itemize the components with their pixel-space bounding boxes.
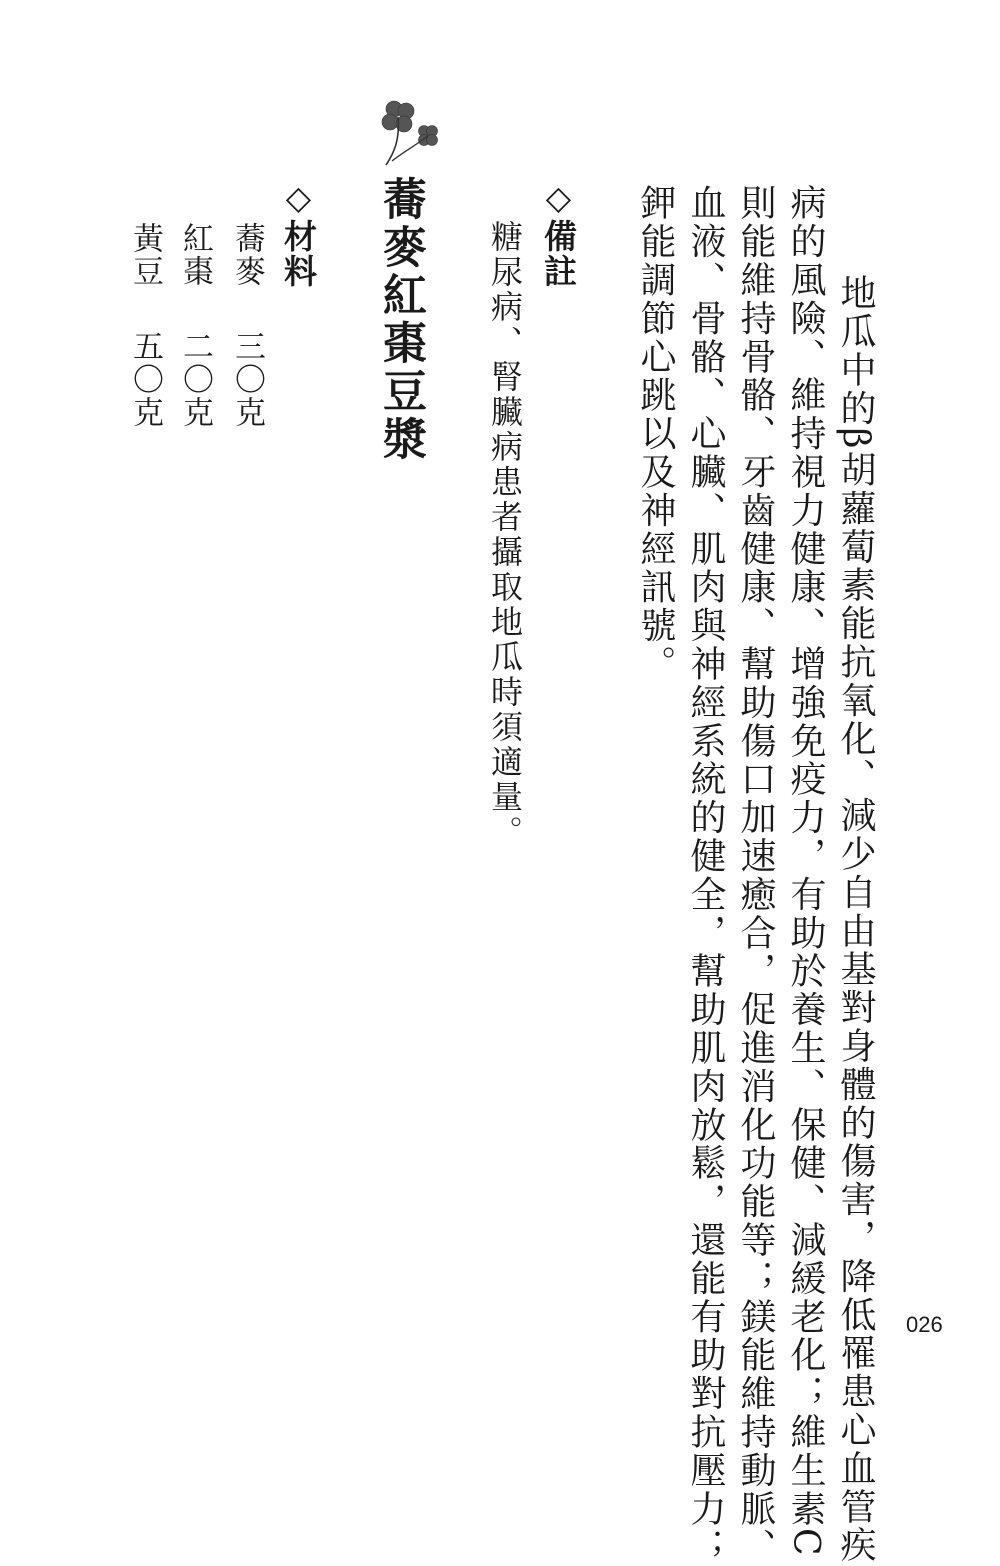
ingredient-amount: 三〇克 (229, 330, 265, 429)
ingredient-amount: 五〇克 (127, 330, 163, 429)
main-line: 鉀能調節心跳以及神經訊號。 (635, 184, 676, 684)
main-paragraph (632, 184, 678, 683)
note-heading: ◇備註 (539, 178, 578, 289)
ingredient-amount: 二〇克 (177, 330, 213, 429)
main-paragraph (782, 184, 828, 1558)
ingredient-name: 黃豆 (127, 222, 163, 288)
materials-heading: ◇材料 (279, 178, 318, 289)
clover-icon (372, 95, 452, 170)
main-line: 則能維持骨骼、牙齒健康、幫助傷口加速癒合，促進消化功能等；鎂能維持動脈、 (735, 184, 776, 1566)
note-text: 糖尿病、腎臟病患者攝取地瓜時須適量。 (486, 220, 524, 850)
main-line: 血液、骨骼、心臟、肌肉與神經系統的健全，幫助肌肉放鬆，還能有助對抗壓力； (685, 184, 726, 1566)
main-line: 病的風險、維持視力健康、增強免疫力，有助於養生、保健、減緩老化；維生素C (785, 184, 826, 1558)
ingredient-name: 蕎麥 (229, 222, 265, 288)
main-paragraph (732, 184, 778, 1566)
main-paragraph (832, 236, 878, 1564)
main-line: 地瓜中的β胡蘿蔔素能抗氧化、減少自由基對身體的傷害，降低罹患心血管疾 (835, 274, 876, 1565)
main-paragraph (682, 184, 728, 1566)
recipe-title: 蕎麥紅棗豆漿 (375, 176, 426, 464)
ingredient-name: 紅棗 (177, 222, 213, 288)
page-number: 026 (906, 1312, 943, 1337)
